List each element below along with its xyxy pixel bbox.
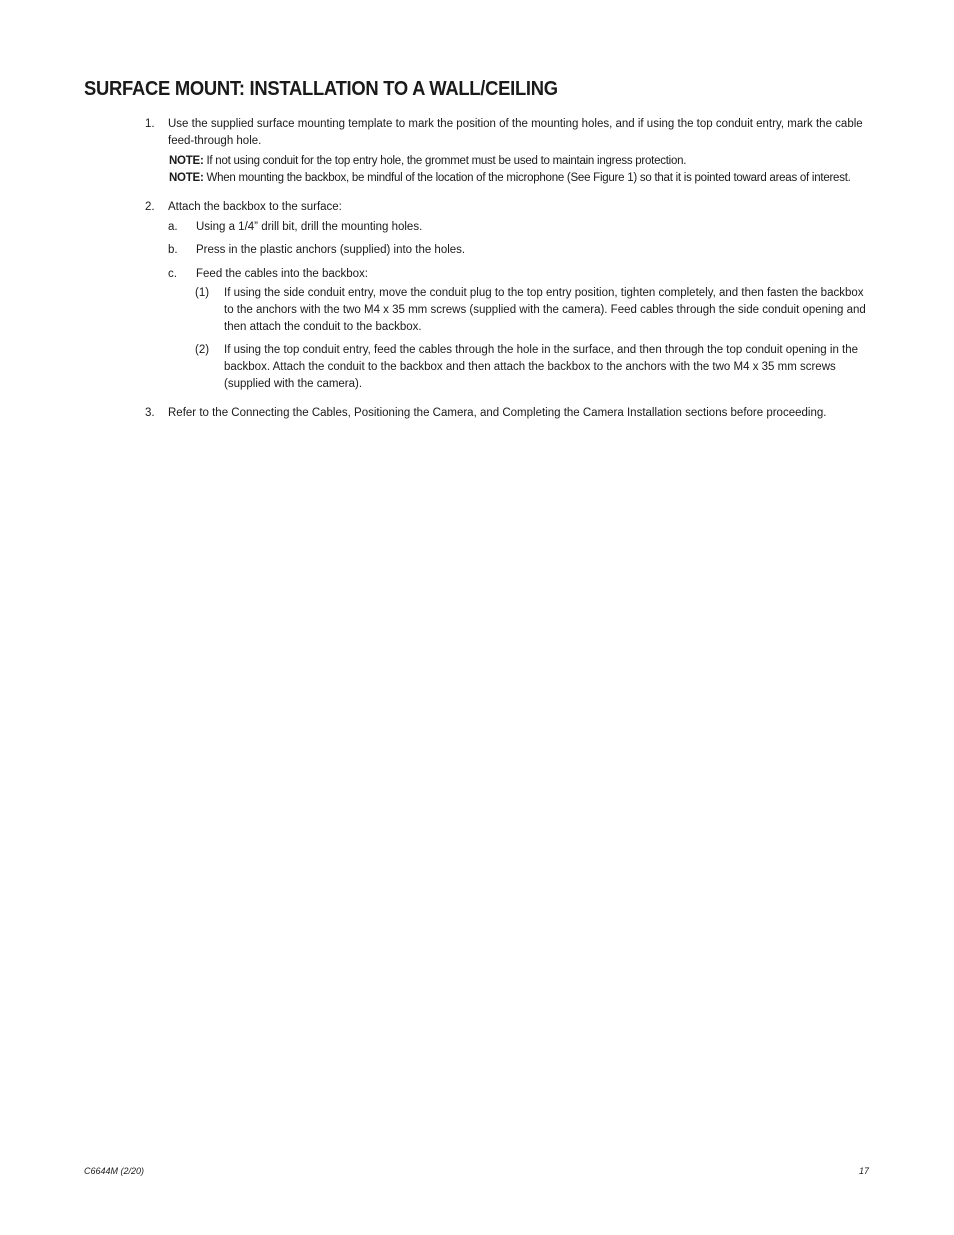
note-1 (169, 153, 879, 170)
footer-doc-code: C6644M (2/20) (84, 1166, 145, 1176)
note-2-label: NOTE: (169, 172, 204, 184)
note-2-text: When mounting the backbox, be mindful of the location of the microphone (See Figure 1) so that it is pointed toward areas of interest. (203, 172, 851, 184)
substep-c-letter: c. (168, 268, 177, 280)
note-2 (169, 170, 889, 187)
item-1-text: If using the side conduit entry, move the conduit plug to the top entry position, tighten completely, and then fasten the backbox to the anchors with the two M4 x 35 mm screws (supplied with the camera). Feed cables through the side conduit opening and then attach the conduit to the backbox. (224, 287, 866, 333)
substep-c-text: Feed the cables into the backbox: (196, 268, 368, 280)
substep-a-text: Using a 1/4” drill bit, drill the mounting holes. (196, 221, 423, 233)
item-2-number: (2) (195, 344, 210, 356)
step-3-number: 3. (145, 407, 155, 419)
footer-page-number: 17 (859, 1166, 870, 1176)
step-2-text: Attach the backbox to the surface: (168, 201, 342, 213)
note-1-label: NOTE: (169, 155, 204, 167)
step-3-text: Refer to the Connecting the Cables, Positioning the Camera, and Completing the Camera Installation sections before proceeding. (168, 407, 827, 419)
substep-b-text: Press in the plastic anchors (supplied) into the holes. (196, 244, 466, 256)
page-title: SURFACE MOUNT: INSTALLATION TO A WALL/CEILING (84, 78, 558, 100)
step-1-text: Use the supplied surface mounting template to mark the position of the mounting holes, and if using the top conduit entry, mark the cable feed-through hole. (168, 118, 863, 147)
note-1-text: If not using conduit for the top entry hole, the grommet must be used to maintain ingress protection. (203, 155, 687, 167)
step-2-number: 2. (145, 201, 155, 213)
substep-a-letter: a. (168, 221, 178, 233)
step-1-number: 1. (145, 118, 155, 130)
item-2-text: If using the top conduit entry, feed the cables through the hole in the surface, and then through the top conduit opening in the backbox. Attach the conduit to the backbox and then attach the backbox to the anchors with the two M4 x 35 mm screws (supplied with the camera). (224, 344, 859, 390)
substep-b-letter: b. (168, 244, 178, 256)
item-1-number: (1) (195, 287, 210, 299)
